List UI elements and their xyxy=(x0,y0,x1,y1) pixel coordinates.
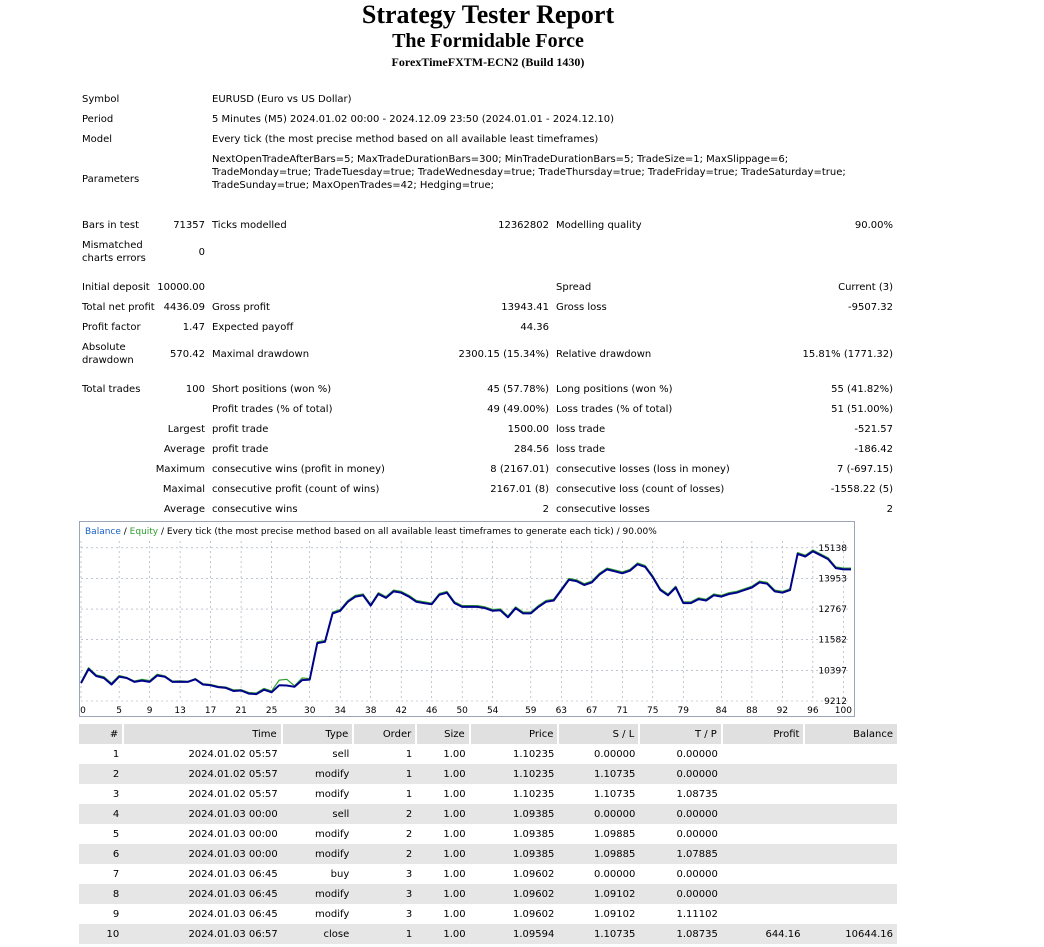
quality-label: Modelling quality xyxy=(556,220,642,231)
average-label: Average xyxy=(163,444,205,455)
total-trades-value: 100 xyxy=(185,384,205,395)
deal-cell xyxy=(722,824,805,844)
x-tick-label: 84 xyxy=(715,706,728,716)
deal-cell xyxy=(722,844,805,864)
deal-cell: 1.00 xyxy=(443,788,466,800)
deal-cell: 1.09385 xyxy=(513,828,555,840)
column-header: Profit xyxy=(722,724,805,744)
maximal-cons-loss-value: -1558.22 (5) xyxy=(830,484,893,495)
deal-cell: 8 xyxy=(79,884,123,904)
deal-cell: 7 xyxy=(112,868,120,880)
deal-cell: 1 xyxy=(353,924,416,944)
deal-cell: 0.00000 xyxy=(676,828,718,840)
deal-cell: 1.10235 xyxy=(470,764,559,784)
deal-cell: 9 xyxy=(112,908,120,920)
deal-cell: 1.00 xyxy=(416,884,469,904)
deal-cell: 1 xyxy=(353,764,416,784)
deal-cell: 2 xyxy=(405,828,413,840)
deal-cell: modify xyxy=(282,764,354,784)
deal-cell: 2024.01.03 06:45 xyxy=(188,908,278,920)
deal-cell: buy xyxy=(330,868,350,880)
x-tick-label: 30 xyxy=(303,706,316,716)
deal-cell: 1.00 xyxy=(443,908,466,920)
model-value: Every tick (the most precise method based on all available least timeframes) xyxy=(212,134,599,145)
deal-cell: 0.00000 xyxy=(593,748,636,760)
mismatch-label-1: Mismatched xyxy=(82,240,143,251)
x-tick-label: 21 xyxy=(235,706,247,716)
y-tick-label: 13953 xyxy=(818,574,847,585)
max-cons-wins-label: consecutive wins (profit in money) xyxy=(212,464,385,475)
deal-cell xyxy=(804,864,897,884)
column-header: S / L xyxy=(558,724,639,744)
deal-cell: 10644.16 xyxy=(804,924,897,944)
legend-sep: / xyxy=(120,527,130,537)
x-tick-label: 88 xyxy=(746,706,758,716)
deal-cell: 0.00000 xyxy=(639,804,722,824)
avg-cons-losses-label: consecutive losses xyxy=(556,504,650,515)
largest-loss-label: loss trade xyxy=(556,424,606,435)
deal-cell: 644.16 xyxy=(722,924,805,944)
deposit-value: 10000.00 xyxy=(157,282,205,293)
deal-cell: 1.09602 xyxy=(513,868,555,880)
profit-factor-label: Profit factor xyxy=(82,322,141,333)
deal-cell: 1.09385 xyxy=(470,844,559,864)
average-cons-label: Average xyxy=(163,504,205,515)
deal-cell: 1.00 xyxy=(416,764,469,784)
column-header: Type xyxy=(282,724,354,744)
abs-drawdown-label-1: Absolute xyxy=(82,342,126,353)
quality-value: 90.00% xyxy=(854,220,893,231)
deal-cell: 2 xyxy=(353,844,416,864)
x-tick-label: 17 xyxy=(204,706,217,716)
deal-cell: 1.09102 xyxy=(558,884,639,904)
short-positions-value: 45 (57.78%) xyxy=(487,384,549,395)
deal-cell: 5 xyxy=(112,828,120,840)
deal-cell: 1.11102 xyxy=(676,908,718,920)
deal-cell: 1.09602 xyxy=(513,908,555,920)
deal-cell: 3 xyxy=(112,788,120,800)
deal-cell: 2024.01.03 00:00 xyxy=(123,804,281,824)
deal-cell xyxy=(804,884,897,904)
deal-cell: modify xyxy=(315,828,350,840)
deal-cell: 1.00 xyxy=(443,828,466,840)
profit-factor-value: 1.47 xyxy=(182,322,205,333)
bars-value: 71357 xyxy=(173,220,205,231)
deal-cell: 1.10235 xyxy=(513,748,555,760)
gross-loss-value: -9507.32 xyxy=(848,302,893,313)
gross-profit-value: 13943.41 xyxy=(501,302,549,313)
deal-cell: 2024.01.03 06:45 xyxy=(188,868,278,880)
deal-cell xyxy=(722,764,805,784)
deal-cell xyxy=(804,784,897,804)
legend-equity: Equity xyxy=(129,527,159,537)
deal-cell: close xyxy=(282,924,354,944)
y-tick-label: 10397 xyxy=(818,666,847,677)
max-drawdown-label: Maximal drawdown xyxy=(212,349,310,360)
deal-cell: 1.00 xyxy=(416,844,469,864)
net-profit-label: Total net profit xyxy=(82,302,155,313)
deal-cell: 1.00 xyxy=(443,868,466,880)
expected-payoff-label: Expected payoff xyxy=(212,322,294,333)
deal-cell xyxy=(722,784,805,804)
x-tick-label: 79 xyxy=(677,706,690,716)
largest-loss-value: -521.57 xyxy=(854,424,893,435)
deal-cell: 1.10735 xyxy=(558,764,639,784)
x-tick-label: 0 xyxy=(80,706,86,716)
deal-cell xyxy=(804,744,897,764)
deal-row xyxy=(79,764,897,784)
deal-row xyxy=(79,884,897,904)
deal-row xyxy=(79,904,897,924)
maximal-label: Maximal xyxy=(162,484,205,495)
deal-row xyxy=(79,824,897,844)
period-value: 5 Minutes (M5) 2024.01.02 00:00 - 2024.12.09 23:50 (2024.01.01 - 2024.12.10) xyxy=(212,114,614,125)
deal-cell: 2024.01.03 06:45 xyxy=(123,884,281,904)
column-header: Order xyxy=(353,724,416,744)
max-drawdown-value: 2300.15 (15.34%) xyxy=(458,349,549,360)
x-tick-label: 96 xyxy=(807,706,819,716)
deal-cell xyxy=(722,884,805,904)
max-cons-losses-label: consecutive losses (loss in money) xyxy=(556,464,730,475)
gross-profit-label: Gross profit xyxy=(212,302,270,313)
deposit-label: Initial deposit xyxy=(82,282,150,293)
deal-cell: 2 xyxy=(353,804,416,824)
deal-cell: 1.09102 xyxy=(593,908,636,920)
loss-trades-value: 51 (51.00%) xyxy=(831,404,893,415)
balance-equity-chart xyxy=(79,521,855,717)
deal-cell: modify xyxy=(282,844,354,864)
deal-cell: 1.10735 xyxy=(593,788,636,800)
x-tick-label: 42 xyxy=(395,706,407,716)
deal-cell xyxy=(804,824,897,844)
profit-trades-value: 49 (49.00%) xyxy=(487,404,549,415)
mismatch-label-2: charts errors xyxy=(82,253,146,264)
deal-cell xyxy=(804,844,897,864)
deal-row xyxy=(79,744,897,764)
x-tick-label: 75 xyxy=(647,706,659,716)
abs-drawdown-label-2: drawdown xyxy=(82,355,134,366)
deal-cell: modify xyxy=(282,884,354,904)
expert-name: The Formidable Force xyxy=(392,30,584,52)
deal-cell: 1.09602 xyxy=(470,884,559,904)
column-header: Time xyxy=(123,724,281,744)
total-trades-label: Total trades xyxy=(82,384,141,395)
deal-cell: 0.00000 xyxy=(676,748,718,760)
x-tick-label: 13 xyxy=(174,706,186,716)
deal-cell: 3 xyxy=(405,868,413,880)
deal-row xyxy=(79,864,897,884)
deal-cell: 4 xyxy=(79,804,123,824)
deal-cell: 3 xyxy=(405,908,413,920)
y-tick-label: 12767 xyxy=(818,605,847,616)
x-tick-label: 100 xyxy=(834,706,852,716)
deal-cell: 2024.01.02 05:57 xyxy=(188,748,278,760)
deal-cell: 1.07885 xyxy=(639,844,722,864)
period-label: Period xyxy=(82,114,114,125)
deal-cell: modify xyxy=(315,788,350,800)
deal-cell: 3 xyxy=(353,884,416,904)
deal-cell: 2024.01.02 05:57 xyxy=(123,764,281,784)
spread-label: Spread xyxy=(556,282,592,293)
legend-description: / Every tick (the most precise method based on all available least timeframes to generate each tick) / 90.00% xyxy=(158,527,657,537)
deal-cell: 10 xyxy=(79,924,123,944)
deal-row xyxy=(79,844,897,864)
max-cons-losses-value: 7 (-697.15) xyxy=(837,464,893,475)
deal-cell: 1.09885 xyxy=(558,844,639,864)
x-tick-label: 46 xyxy=(425,706,438,716)
x-tick-label: 59 xyxy=(525,706,537,716)
deal-cell: 0.00000 xyxy=(676,868,718,880)
deal-cell: 1.09385 xyxy=(470,804,559,824)
deal-cell: 1.00 xyxy=(443,748,466,760)
report-title: Strategy Tester Report xyxy=(361,0,615,29)
deal-cell xyxy=(804,804,897,824)
avg-profit-label: profit trade xyxy=(212,444,269,455)
deal-cell: 1 xyxy=(405,748,413,760)
deals-header-row xyxy=(79,724,897,744)
deal-cell: 2 xyxy=(79,764,123,784)
rel-drawdown-label: Relative drawdown xyxy=(556,349,652,360)
gross-loss-label: Gross loss xyxy=(556,302,607,313)
largest-profit-label: profit trade xyxy=(212,424,269,435)
x-tick-label: 92 xyxy=(776,706,789,716)
y-tick-label: 9212 xyxy=(824,697,847,707)
column-header: # xyxy=(79,724,123,744)
parameters-value: NextOpenTradeAfterBars=5; MaxTradeDurationBars=300; MinTradeDurationBars=5; TradeSize=1; MaxSlippage=6; TradeMonday=true; TradeTuesday=true; TradeWednesday=true; TradeThursday=true; TradeFriday=true; TradeSaturday=true; TradeSunday=true; MaxOpenTrades=42; Hedging=true; xyxy=(212,154,846,191)
abs-drawdown-value: 570.42 xyxy=(170,349,205,360)
max-cons-wins-value: 8 (2167.01) xyxy=(490,464,549,475)
mismatch-value: 0 xyxy=(198,247,205,258)
expected-payoff-value: 44.36 xyxy=(520,322,549,333)
net-profit-value: 4436.09 xyxy=(163,302,205,313)
x-tick-label: 9 xyxy=(146,706,153,716)
deal-cell: 1 xyxy=(112,748,120,760)
deal-cell: 1.08735 xyxy=(639,924,722,944)
rel-drawdown-value: 15.81% (1771.32) xyxy=(802,349,893,360)
deal-cell: 1.08735 xyxy=(676,788,718,800)
x-tick-label: 25 xyxy=(265,706,278,716)
x-tick-label: 38 xyxy=(364,706,377,716)
largest-label: Largest xyxy=(167,424,205,435)
deal-cell: 0.00000 xyxy=(639,884,722,904)
y-tick-label: 15138 xyxy=(818,543,847,554)
largest-profit-value: 1500.00 xyxy=(507,424,549,435)
symbol-value: EURUSD (Euro vs US Dollar) xyxy=(212,94,352,105)
long-positions-value: 55 (41.82%) xyxy=(831,384,893,395)
deal-cell: 6 xyxy=(79,844,123,864)
loss-trades-label: Loss trades (% of total) xyxy=(556,404,673,415)
deal-cell xyxy=(722,904,805,924)
model-label: Model xyxy=(82,134,113,145)
ticks-label: Ticks modelled xyxy=(212,220,287,231)
deal-cell xyxy=(722,864,805,884)
deal-row xyxy=(79,804,897,824)
maximal-cons-profit-label: consecutive profit (count of wins) xyxy=(212,484,380,495)
column-header: Size xyxy=(416,724,469,744)
deal-cell: 2024.01.02 05:57 xyxy=(188,788,278,800)
deal-cell: 0.00000 xyxy=(593,868,636,880)
profit-trades-label: Profit trades (% of total) xyxy=(212,404,333,415)
deal-cell xyxy=(804,764,897,784)
symbol-label: Symbol xyxy=(82,94,120,105)
maximum-label: Maximum xyxy=(155,464,205,475)
column-header: T / P xyxy=(639,724,722,744)
deal-cell: 1 xyxy=(405,788,413,800)
deal-cell: 1.00 xyxy=(416,804,469,824)
avg-cons-wins-label: consecutive wins xyxy=(212,504,298,515)
deal-cell: 1.10735 xyxy=(558,924,639,944)
avg-loss-label: loss trade xyxy=(556,444,606,455)
deal-row xyxy=(79,924,897,944)
deal-cell: sell xyxy=(332,748,350,760)
deal-cell: 0.00000 xyxy=(639,764,722,784)
x-tick-label: 67 xyxy=(586,706,598,716)
ticks-value: 12362802 xyxy=(498,220,549,231)
deal-cell: sell xyxy=(282,804,354,824)
deal-cell xyxy=(804,904,897,924)
avg-cons-wins-value: 2 xyxy=(542,504,549,515)
short-positions-label: Short positions (won %) xyxy=(212,384,332,395)
deal-cell xyxy=(722,744,805,764)
x-tick-label: 5 xyxy=(116,706,122,716)
deal-cell: 2024.01.03 00:00 xyxy=(123,844,281,864)
spread-value: Current (3) xyxy=(838,282,893,293)
deal-cell: 0.00000 xyxy=(558,804,639,824)
x-tick-label: 71 xyxy=(616,706,629,716)
column-header: Balance xyxy=(804,724,897,744)
deals-table xyxy=(79,724,897,944)
column-header: Price xyxy=(470,724,559,744)
avg-profit-value: 284.56 xyxy=(514,444,549,455)
bars-label: Bars in test xyxy=(82,220,139,231)
maximal-cons-profit-value: 2167.01 (8) xyxy=(490,484,549,495)
svg-text:Balance / Equity / Every tick xyxy=(85,527,657,537)
avg-loss-value: -186.42 xyxy=(854,444,893,455)
deal-cell: 1.09594 xyxy=(470,924,559,944)
deal-cell: modify xyxy=(315,908,350,920)
y-tick-label: 11582 xyxy=(818,635,847,646)
x-tick-label: 34 xyxy=(334,706,346,716)
deal-cell: 1.10235 xyxy=(513,788,555,800)
deal-cell: 1.09885 xyxy=(593,828,636,840)
deal-cell xyxy=(722,804,805,824)
legend-balance: Balance xyxy=(85,527,121,537)
x-tick-label: 63 xyxy=(555,706,568,716)
deal-row xyxy=(79,784,897,804)
parameters-label: Parameters xyxy=(82,174,140,185)
deal-cell: 2024.01.03 00:00 xyxy=(188,828,278,840)
x-tick-label: 54 xyxy=(486,706,499,716)
x-tick-label: 50 xyxy=(456,706,468,716)
avg-cons-losses-value: 2 xyxy=(886,504,893,515)
server-build: ForexTimeFXTM-ECN2 (Build 1430) xyxy=(391,55,585,69)
maximal-cons-loss-label: consecutive loss (count of losses) xyxy=(556,484,725,495)
deal-cell: 1.00 xyxy=(416,924,469,944)
long-positions-label: Long positions (won %) xyxy=(556,384,673,395)
deal-cell: 2024.01.03 06:57 xyxy=(123,924,281,944)
